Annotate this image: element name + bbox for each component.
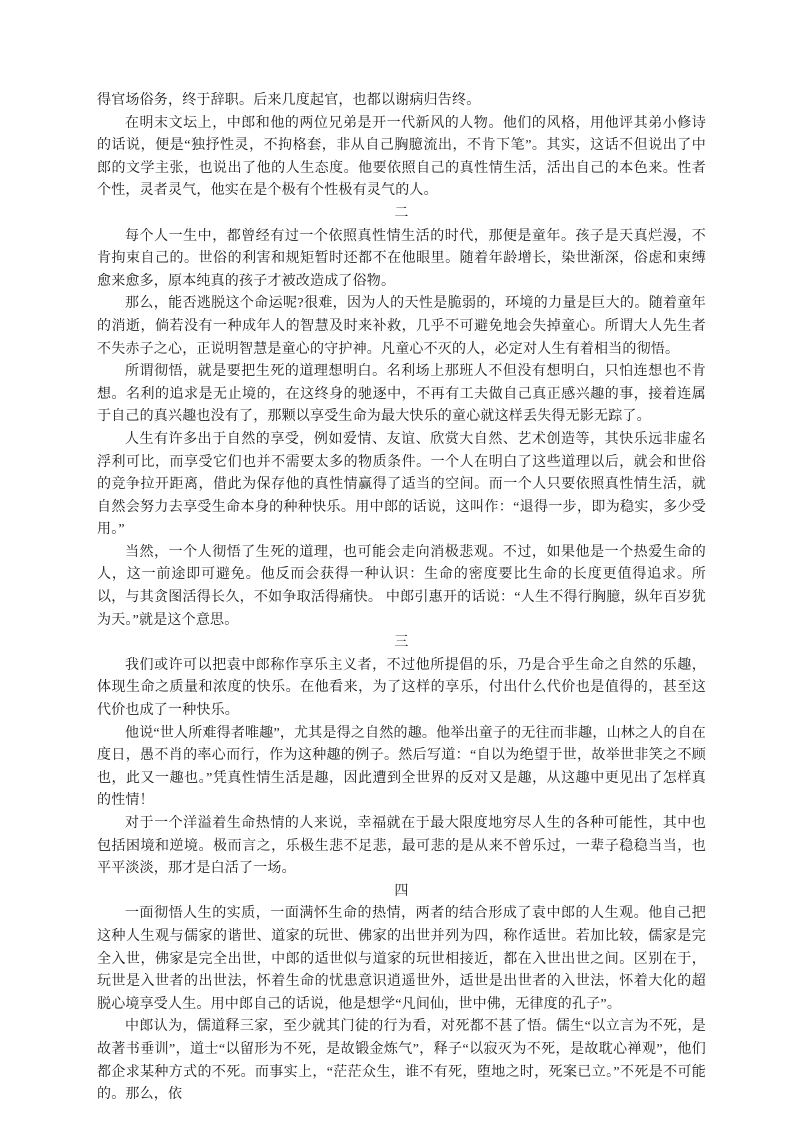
essay-body [97,90,706,1107]
paragraph: 人生有许多出于自然的享受，例如爱情、友谊、欣赏大自然、艺术创造等，其快乐远非虚名浮利可比，而享受它们也并不需要太多的物质条件。一个人在明白了这些道理以后，就会和世俗的竞争拉开距离，借此为保存他的真性情赢得了适当的空间。而一个人只要依照真性情生活，就自然会努力去享受生命本身的种种快乐。用中郎的话说，这叫作：“退得一步，即为稳实，多少受用。” [97,431,706,538]
paragraph: 所谓彻悟，就是要把生死的道理想明白。名利场上那班人不但没有想明白，只怕连想也不肯想。名利的追求是无止境的，在这终身的驰逐中，不再有工夫做自己真正感兴趣的事，接着连属于自己的真兴趣也没有了，那颗以享受生命为最大快乐的童心就这样丢失得无影无踪了。 [97,364,706,425]
paragraph: 每个人一生中，都曾经有过一个依照真性情生活的时代，那便是童年。孩子是天真烂漫，不肯拘束自己的。世俗的利害和规矩暂时还都不在他眼里。随着年龄增长，染世渐深，俗虑和束缚愈来愈多，原本纯真的孩子才被改造成了俗物。 [97,228,706,289]
paragraph: 中郎认为，儒道释三家，至少就其门徒的行为看，对死都不甚了悟。儒生“以立言为不死，是故著书垂训”，道士“以留形为不死，是故锻金炼气”，释子“以寂灭为不死，是故耽心禅观”，他们都企求某种方式的不死。而事实上，“茫茫众生，谁不有死，堕地之时，死案已立。”不死是不可能的。那么，依 [97,1019,706,1103]
paragraph: 在明末文坛上，中郎和他的两位兄弟是开一代新风的人物。他们的风格，用他评其弟小修诗的话说，便是“独抒性灵，不拘格套，非从自己胸臆流出，不肯下笔”。其实，这话不但说出了中郎的文学主张，也说出了他的人生态度。他要依照自己的真性情生活，活出自己的本色来。性者个性，灵者灵气，他实在是个极有个性极有灵气的人。 [97,115,706,199]
section-heading: 三 [394,635,409,651]
paragraph: 他说“世人所难得者唯趣”，尤其是得之自然的趣。他举出童子的无往而非趣，山林之人的自在度日，愚不肖的率心而行，作为这种趣的例子。然后写道：“自以为绝望于世，故举世非笑之不顾也，此又一趣也。”凭真性情生活是趣，因此遭到全世界的反对又是趣，从这趣中更见出了怎样真的性情！ [97,725,706,809]
paragraph: 那么，能否逃脱这个命运呢?很难，因为人的天性是脆弱的，环境的力量是巨大的。随着童年的消逝，倘若没有一种成年人的智慧及时来补救，几乎不可避免地会失掉童心。所谓大人先生者不失赤子之心，正说明智慧是童心的守护神。凡童心不灭的人，必定对人生有着相当的彻悟。 [97,296,706,357]
section-heading: 四 [394,883,409,899]
paragraph: 得官场俗务，终于辞职。后来几度起官，也都以谢病归告终。 [97,93,481,108]
paragraph: 一面彻悟人生的实质，一面满怀生命的热情，两者的结合形成了袁中郎的人生观。他自己把这种人生观与儒家的谐世、道家的玩世、佛家的出世并列为四，称作适世。若加比较，儒家是完全入世，佛家是完全出世，中郎的适世似与道家的玩世相接近，都在入世出世之间。区别在于，玩世是入世者的出世法，怀着生命的忧患意识逍遥世外，适世是出世者的入世法，怀着大化的超脱心境享受人生。用中郎自己的话说，他是想学“凡间仙，世中佛，无律度的孔子”。 [97,906,706,1012]
paragraph: 我们或许可以把袁中郎称作享乐主义者，不过他所提倡的乐，乃是合乎生命之自然的乐趣，体现生命之质量和浓度的快乐。在他看来，为了这样的享乐，付出什么代价也是值得的，甚至这代价也成了一种快乐。 [97,657,706,719]
section-heading: 二 [394,205,409,221]
paragraph: 对于一个洋溢着生命热情的人来说，幸福就在于最大限度地穷尽人生的各种可能性，其中也包括困境和逆境。极而言之，乐极生悲不足悲，最可悲的是从来不曾乐过，一辈子稳稳当当，也平平淡淡，那才是白活了一场。 [97,816,706,877]
paragraph: 当然，一个人彻悟了生死的道理，也可能会走向消极悲观。不过，如果他是一个热爱生命的人，这一前途即可避免。他反而会获得一种认识：生命的密度要比生命的长度更值得追求。所以，与其贪图活得长久，不如争取活得痛快。 中郎引惠开的话说：“人生不得行胸臆，纵年百岁犹为天。”就是这个意思。 [97,544,706,628]
